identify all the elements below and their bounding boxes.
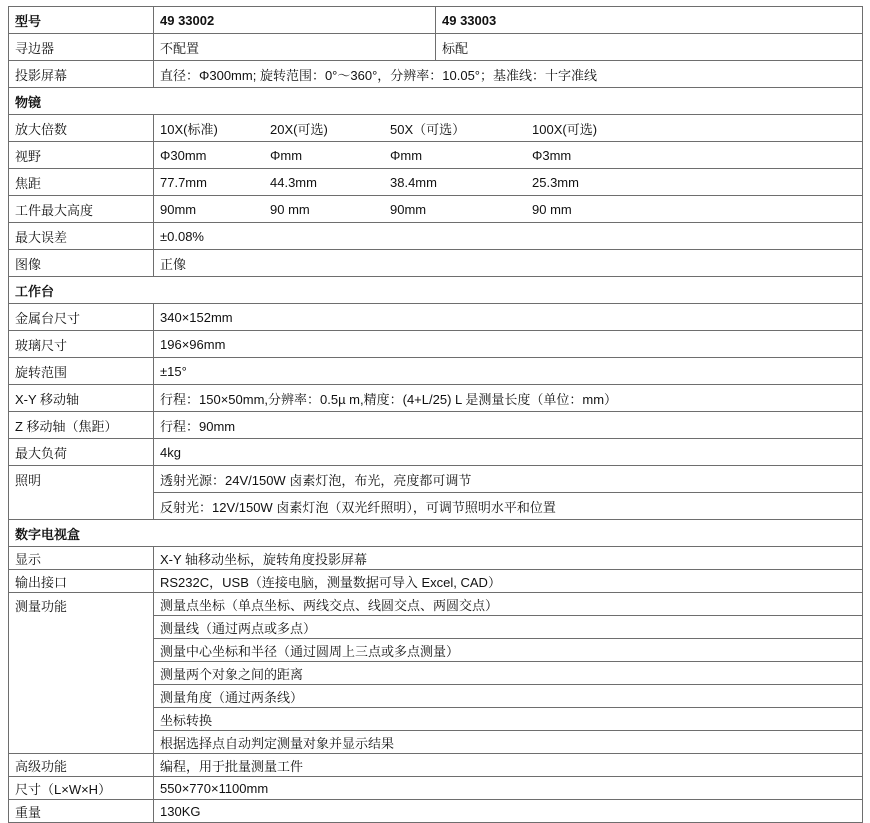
measure-label: 测量功能: [9, 593, 154, 754]
lighting-line: 透射光源：24V/150W 卤素灯泡，布光，亮度都可调节: [154, 466, 863, 493]
z-axis-label: Z 移动轴（焦距）: [9, 412, 154, 439]
table-row-field-of-view: [9, 142, 863, 169]
focal-length-value: 77.7mm: [160, 174, 207, 190]
table-row-advanced: [9, 754, 863, 777]
measure-line: 测量点坐标（单点坐标、两线交点、线圆交点、两圆交点）: [154, 593, 863, 616]
z-axis-value: 行程：90mm: [154, 412, 863, 439]
rotation-range-value: ±15°: [154, 358, 863, 385]
magnification-value: 20X(可选): [270, 121, 328, 137]
magnification-value: 10X(标准): [160, 121, 218, 137]
table-row-z-axis: [9, 412, 863, 439]
measure-line: 测量两个对象之间的距离: [154, 662, 863, 685]
metal-stage-size-value: 340×152mm: [154, 304, 863, 331]
display-value: X-Y 轴移动坐标，旋转角度投影屏幕: [154, 547, 863, 570]
max-load-label: 最大负荷: [9, 439, 154, 466]
max-workpiece-height-value: 90mm: [160, 201, 197, 217]
table-row-weight: [9, 800, 863, 823]
field-of-view-label: 视野: [9, 142, 154, 169]
edge-finder-model-a: 不配置: [154, 34, 436, 61]
output-value: RS232C，USB（连接电脑，测量数据可导入 Excel, CAD）: [154, 570, 863, 593]
measure-line: 根据选择点自动判定测量对象并显示结果: [154, 731, 863, 754]
field-of-view-value: Φ3mm: [532, 147, 572, 163]
table-row-measure: [9, 593, 863, 616]
section-title-stage: 工作台: [9, 277, 863, 304]
field-of-view-value: Φmm: [390, 147, 423, 163]
advanced-label: 高级功能: [9, 754, 154, 777]
section-title-dro-box: 数字电视盒: [9, 520, 863, 547]
focal-length-value: 44.3mm: [270, 174, 317, 190]
max-workpiece-height-value: 90 mm: [532, 201, 572, 217]
field-of-view-value: Φ30mm: [160, 147, 207, 163]
model-b-value: 49 33003: [436, 7, 863, 34]
projection-screen-value: 直径：Φ300mm; 旋转范围：0°～360°，分辨率：10.05°；基准线：十字准线: [154, 61, 863, 88]
edge-finder-label: 寻边器: [9, 34, 154, 61]
dimensions-value: 550×770×1100mm: [154, 777, 863, 800]
magnification-value: 50X（可选）: [390, 121, 466, 137]
table-row-xy-axis: [9, 385, 863, 412]
model-label: 型号: [9, 7, 154, 34]
measure-line: 测量角度（通过两条线）: [154, 685, 863, 708]
section-row-objective: [9, 88, 863, 115]
model-a-value: 49 33002: [154, 7, 436, 34]
magnification-label: 放大倍数: [9, 115, 154, 142]
image-value: 正像: [154, 250, 863, 277]
edge-finder-model-b: 标配: [436, 34, 863, 61]
display-label: 显示: [9, 547, 154, 570]
projection-screen-label: 投影屏幕: [9, 61, 154, 88]
table-row-rotation-range: [9, 358, 863, 385]
max-workpiece-height-label: 工件最大高度: [9, 196, 154, 223]
output-label: 输出接口: [9, 570, 154, 593]
magnification-value: 100X(可选): [532, 121, 598, 137]
focal-length-value: 25.3mm: [532, 174, 579, 190]
advanced-value: 编程，用于批量测量工件: [154, 754, 863, 777]
table-row-max-error: [9, 223, 863, 250]
table-row-projection-screen: [9, 61, 863, 88]
rotation-range-label: 旋转范围: [9, 358, 154, 385]
focal-length-value: 38.4mm: [390, 174, 437, 190]
xy-axis-value: 行程：150×50mm,分辨率：0.5µ m,精度：(4+L/25) L 是测量长度（单位：mm）: [154, 385, 863, 412]
weight-label: 重量: [9, 800, 154, 823]
lighting-line: 反射光：12V/150W 卤素灯泡（双光纤照明），可调节照明水平和位置: [154, 493, 863, 520]
table-row-lighting-transmitted: [9, 466, 863, 493]
image-label: 图像: [9, 250, 154, 277]
table-row-metal-stage-size: [9, 304, 863, 331]
table-row-max-workpiece-height: [9, 196, 863, 223]
measure-line: 坐标转换: [154, 708, 863, 731]
spec-table: [8, 6, 863, 823]
section-row-dro-box: [9, 520, 863, 547]
magnification-values: [154, 115, 863, 142]
metal-stage-size-label: 金属台尺寸: [9, 304, 154, 331]
xy-axis-label: X-Y 移动轴: [9, 385, 154, 412]
measure-line: 测量线（通过两点或多点）: [154, 616, 863, 639]
table-row-dimensions: [9, 777, 863, 800]
table-row-model: [9, 7, 863, 34]
table-row-glass-size: [9, 331, 863, 358]
table-row-display: [9, 547, 863, 570]
max-workpiece-height-value: 90mm: [390, 201, 427, 217]
focal-length-values: [154, 169, 863, 196]
field-of-view-values: [154, 142, 863, 169]
table-row-edge-finder: [9, 34, 863, 61]
max-workpiece-height-values: [154, 196, 863, 223]
table-row-output: [9, 570, 863, 593]
field-of-view-value: Φmm: [270, 147, 303, 163]
max-error-value: ±0.08%: [154, 223, 863, 250]
max-load-value: 4kg: [154, 439, 863, 466]
table-row-max-load: [9, 439, 863, 466]
focal-length-label: 焦距: [9, 169, 154, 196]
lighting-label: 照明: [9, 466, 154, 520]
section-title-objective: 物镜: [9, 88, 863, 115]
table-row-magnification: [9, 115, 863, 142]
max-error-label: 最大误差: [9, 223, 154, 250]
dimensions-label: 尺寸（L×W×H）: [9, 777, 154, 800]
table-row-focal-length: [9, 169, 863, 196]
glass-size-value: 196×96mm: [154, 331, 863, 358]
max-workpiece-height-value: 90 mm: [270, 201, 310, 217]
glass-size-label: 玻璃尺寸: [9, 331, 154, 358]
section-row-stage: [9, 277, 863, 304]
table-row-image: [9, 250, 863, 277]
weight-value: 130KG: [154, 800, 863, 823]
measure-line: 测量中心坐标和半径（通过圆周上三点或多点测量）: [154, 639, 863, 662]
